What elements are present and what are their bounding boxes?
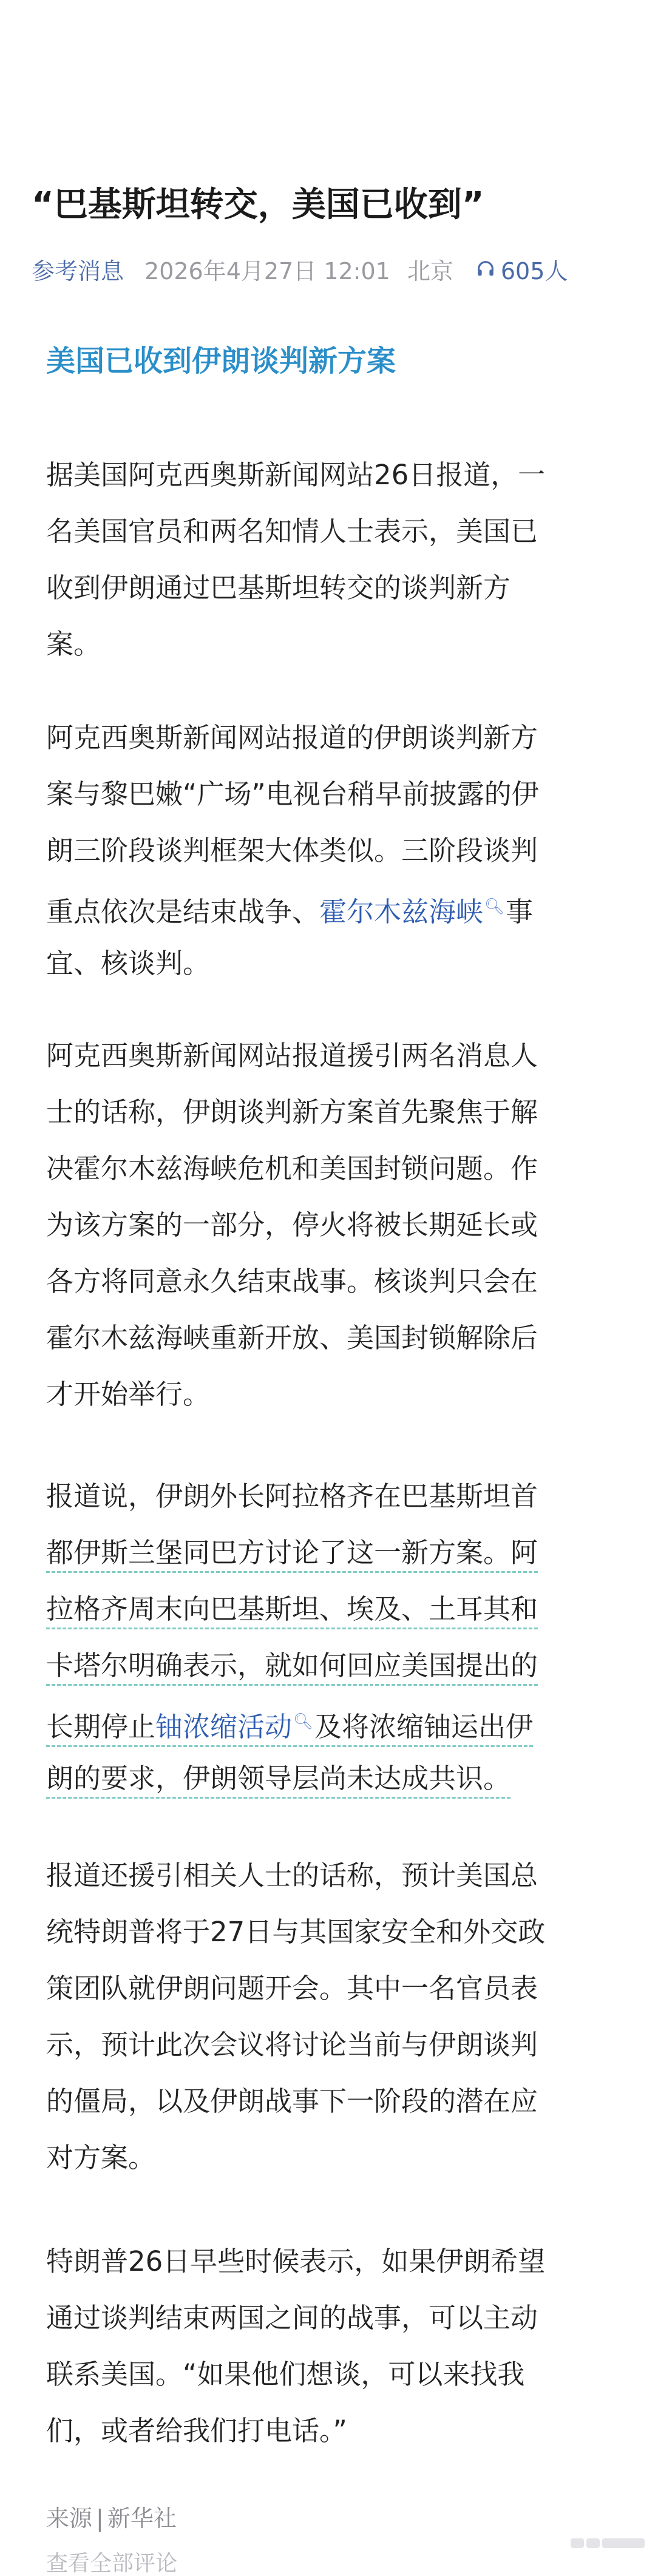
paragraph-line: 特朗普26日早些时候表示，如果伊朗希望 <box>46 2245 546 2277</box>
paragraph-line: 报道还援引相关人士的话称，预计美国总 <box>46 1859 538 1891</box>
paragraph-line: 策团队就伊朗问题开会。其中一名官员表 <box>46 1972 538 2004</box>
highlighted-sentence[interactable]: 拉格齐周末向巴基斯坦、埃及、土耳其和 <box>46 1593 538 1629</box>
hormuz-search-link[interactable]: 霍尔木兹海峡 <box>319 896 484 928</box>
paragraph-line: 统特朗普将于27日与其国家安全和外交政 <box>46 1916 546 1948</box>
cut-off-line[interactable]: 查看全部评论 <box>46 2551 178 2576</box>
meta-city: 北京 <box>407 257 453 285</box>
paragraph <box>46 709 617 992</box>
highlighted-sentence[interactable] <box>46 1711 533 1747</box>
paragraph-line <box>46 1581 617 1637</box>
paragraph-line: 们，或者给我们打电话。” <box>46 2415 347 2447</box>
article-source-footer <box>46 2500 177 2537</box>
paragraph-line: 朗三阶段谈判框架大体类似。三阶段谈判 <box>46 834 538 867</box>
paragraph-line: 联系美国。“如果他们想谈，可以来找我 <box>46 2358 525 2390</box>
paragraph-line: 阿克西奥斯新闻网站报道的伊朗谈判新方 <box>46 722 538 754</box>
paragraph <box>46 2233 617 2459</box>
article-meta <box>32 248 568 290</box>
paragraph-line: 霍尔木兹海峡重新开放、美国封锁解除后 <box>46 1322 538 1354</box>
text-segment: 重点依次是结束战争、 <box>46 896 320 928</box>
highlighted-sentence[interactable]: 都伊斯兰堡同巴方讨论了这一新方案。阿 <box>46 1536 538 1573</box>
listen-button[interactable] <box>475 252 568 286</box>
paragraph-line: 通过谈判结束两国之间的战事，可以主动 <box>46 2302 538 2334</box>
highlighted-sentence[interactable]: 卡塔尔明确表示，就如何回应美国提出的 <box>46 1649 538 1686</box>
footer-separator: | <box>96 2505 104 2532</box>
paragraph-line: 案。 <box>46 628 101 660</box>
listen-count: 605人 <box>500 257 568 285</box>
paragraph-line: 各方将同意永久结束战事。核谈判只会在 <box>46 1265 538 1297</box>
paragraph-line: 为该方案的一部分，停火将被长期延长或 <box>46 1209 538 1241</box>
paragraph-line: 报道说，伊朗外长阿拉格齐在巴基斯坦首 <box>46 1480 538 1512</box>
paragraph-line <box>46 1694 617 1750</box>
paragraph-line: 对方案。 <box>46 2142 156 2174</box>
paragraph-line: 示，预计此次会议将讨论当前与伊朗谈判 <box>46 2029 538 2061</box>
paragraph-line: 宜、核谈判。 <box>46 947 211 979</box>
paragraph <box>46 1468 617 1807</box>
footer-label: 来源 <box>46 2505 93 2532</box>
search-icon[interactable]: 🔍︎ <box>293 1712 314 1731</box>
highlighted-sentence[interactable]: 朗的要求，伊朗领导层尚未达成共识。 <box>46 1762 510 1799</box>
paragraph-line: 阿克西奥斯新闻网站报道援引两名消息人 <box>46 1040 538 1072</box>
watermark <box>566 2535 645 2551</box>
paragraph-line: 决霍尔木兹海峡危机和美国封锁问题。作 <box>46 1152 538 1185</box>
text-segment: 及将浓缩铀运出伊 <box>314 1711 534 1743</box>
paragraph-line: 士的话称，伊朗谈判新方案首先聚焦于解 <box>46 1096 538 1128</box>
paragraph-line: 据美国阿克西奥斯新闻网站26日报道，一 <box>46 459 546 491</box>
article-title: “巴基斯坦转交，美国已收到” <box>32 185 484 225</box>
article-subtitle: 美国已收到伊朗谈判新方案 <box>46 344 396 378</box>
paragraph <box>46 1027 617 1422</box>
paragraph <box>46 1847 617 2186</box>
paragraph-line: 案与黎巴嫩“广场”电视台稍早前披露的伊 <box>46 778 539 810</box>
paragraph-line <box>46 1637 617 1694</box>
paragraph-line: 才开始举行。 <box>46 1378 211 1410</box>
paragraph <box>46 447 617 672</box>
text-segment: 事 <box>506 896 534 928</box>
meta-date: 2026年4月27日 12:01 <box>144 257 390 285</box>
paragraph-line <box>46 1524 617 1581</box>
footer-source: 新华社 <box>107 2505 177 2532</box>
paragraph-line: 的僵局，以及伊朗战事下一阶段的潜在应 <box>46 2085 538 2117</box>
meta-source[interactable]: 参考消息 <box>32 257 124 285</box>
text-segment: 长期停止 <box>46 1711 156 1743</box>
paragraph-line: 收到伊朗通过巴基斯坦转交的谈判新方 <box>46 572 511 604</box>
headphones-icon <box>475 259 496 279</box>
search-icon[interactable]: 🔍︎ <box>484 898 505 916</box>
paragraph-line: 名美国官员和两名知情人士表示，美国已 <box>46 515 538 547</box>
enrichment-search-link[interactable]: 铀浓缩活动 <box>155 1711 293 1743</box>
paragraph-line <box>46 1750 617 1807</box>
paragraph-line <box>46 879 617 935</box>
